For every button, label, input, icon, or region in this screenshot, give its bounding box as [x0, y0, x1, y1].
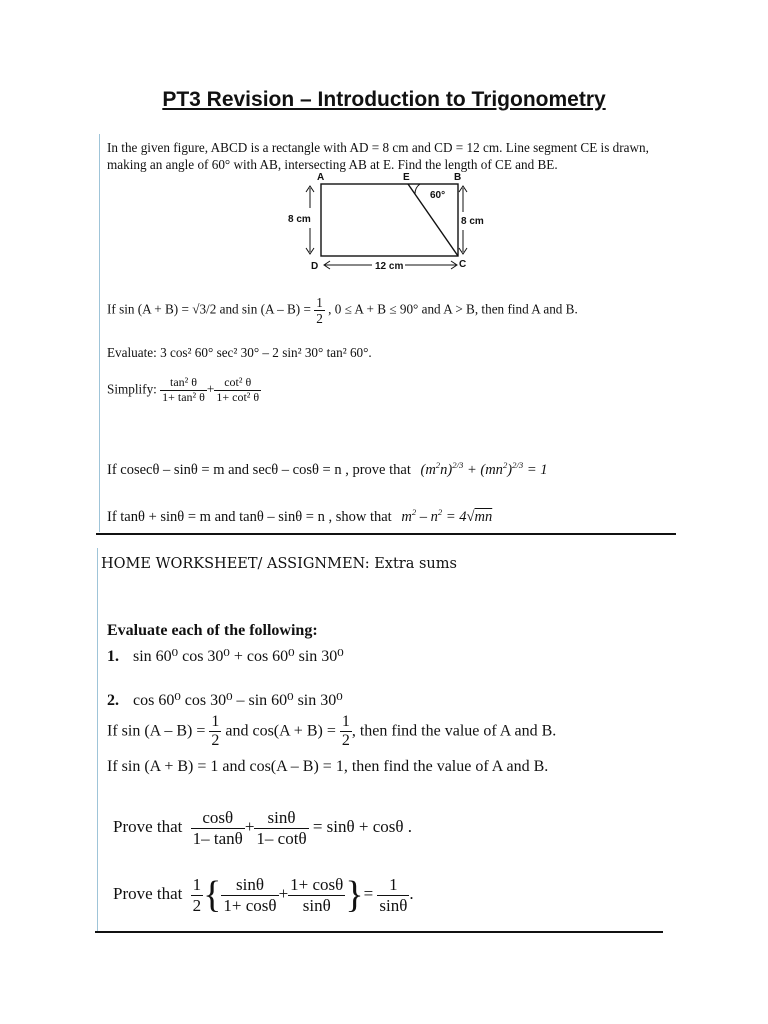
fraction-half-1: $\frac{1}{2}$ — [211, 713, 220, 750]
prove-label-1: Prove that — [113, 816, 183, 836]
question-prove-2 — [113, 875, 414, 915]
evaluate-item-2 — [107, 690, 343, 710]
plus-sign: + — [278, 883, 289, 903]
fraction-1-over-sin: $\frac{1}{\sin\theta}$ — [379, 875, 408, 915]
item1-number: 1. — [107, 648, 119, 665]
fraction-sin-over-1-cot: $\frac{\sin\theta}{1- \cot\theta}$ — [256, 808, 307, 848]
label-c: C — [459, 259, 467, 270]
item2-number: 2. — [107, 692, 119, 709]
section1-left-border — [99, 134, 100, 532]
question-prove-1 — [113, 808, 412, 848]
right-brace: } — [345, 874, 364, 917]
prove-label-2: Prove that — [113, 883, 183, 903]
worksheet-header: HOME WORKSHEET/ ASSIGNMEN: Extra sums — [101, 556, 457, 572]
q6-expression: $m^2 - n^2 = 4√mn$ — [401, 507, 493, 525]
fraction-tan: $\frac{\text{tan² θ}}{\text{1+ tan² θ}}$ — [162, 375, 205, 404]
bottom-label: 12 cm — [375, 261, 404, 272]
question-tan-show — [107, 509, 492, 526]
q5-text: If cosecθ – sinθ = m and secθ – cosθ = n , prove that — [107, 462, 411, 478]
section2-bottom-rule — [95, 931, 663, 933]
label-e: E — [403, 172, 410, 183]
fraction-1-cos-over-sin: $\frac{1+ \cos\theta}{\sin\theta}$ — [290, 875, 344, 915]
q6-text: If tanθ + sinθ = m and tanθ – sinθ = n , show that — [107, 509, 392, 525]
evaluate-heading: Evaluate each of the following: — [107, 622, 318, 639]
equals-sign: = — [363, 883, 374, 903]
angle-arc — [415, 184, 420, 194]
question-cosec-prove — [107, 462, 548, 479]
fraction-one-half: $\frac{1}{2}$ — [316, 295, 323, 327]
question-simplify — [107, 376, 261, 405]
side-right-label: 8 cm — [461, 216, 484, 227]
s2q3-post: , then find the value of A and B. — [351, 722, 557, 740]
q5-expression: $(m^2n)^{2/3} + (mn^2)^{2/3} = 1$ — [420, 460, 548, 478]
s2q3-mid: and cos(A + B) = — [225, 722, 336, 740]
end-period: . — [409, 883, 414, 903]
section2-left-border — [97, 548, 98, 932]
item2-expression: cos 60⁰ cos 30⁰ – sin 60⁰ sin 30⁰ — [133, 692, 343, 709]
rectangle-figure — [280, 170, 500, 275]
side-left-label: 8 cm — [288, 214, 311, 225]
question-rectangle: In the given figure, ABCD is a rectangle with AD = 8 cm and CD = 12 cm. Line segment CE is drawn, making an angle of 60° with AB, intersecting AB at E. Find the length of CE and BE. — [107, 140, 649, 172]
page-title: PT3 Revision – Introduction to Trigonometry — [162, 88, 606, 111]
simplify-label: Simplify: — [107, 381, 157, 397]
plus-sign: + — [206, 381, 215, 397]
q2-post: , 0 ≤ A + B ≤ 90° and A > B, then find A and B. — [328, 301, 578, 317]
fraction-cot: $\frac{\text{cot² θ}}{\text{1+ cot² θ}}$ — [216, 375, 260, 404]
s2q3-pre: If sin (A – B) = — [107, 722, 206, 740]
question-sin-a-plus-b-equals-1: If sin (A + B) = 1 and cos(A – B) = 1, then find the value of A and B. — [107, 758, 549, 775]
prove-1-rhs: = sinθ + cosθ . — [312, 816, 413, 836]
question-sin-a-minus-b — [107, 713, 556, 751]
fraction-half-2: $\frac{1}{2}$ — [341, 713, 350, 750]
fraction-sin-over-1-cos: $\frac{\sin\theta}{1+ \cos\theta}$ — [223, 875, 277, 915]
item1-expression: sin 60⁰ cos 30⁰ + cos 60⁰ sin 30⁰ — [133, 648, 344, 665]
fraction-cos-over-1-tan: $\frac{\cos\theta}{1- \tan\theta}$ — [192, 808, 243, 848]
question-evaluate: Evaluate: 3 cos² 60° sec² 30° – 2 sin² 30° tan² 60°. — [107, 345, 372, 360]
fraction-half: $\frac{1}{2}$ — [192, 875, 202, 915]
label-d: D — [311, 261, 319, 272]
question-sin-a-plus-b — [107, 295, 578, 326]
q2-pre: If sin (A + B) = √3/2 and sin (A – B) = — [107, 301, 311, 317]
evaluate-item-1 — [107, 646, 344, 666]
plus-sign: + — [244, 816, 255, 836]
label-a: A — [317, 172, 325, 183]
angle-label: 60° — [430, 190, 446, 201]
label-b: B — [454, 172, 462, 183]
section1-bottom-rule — [96, 533, 676, 535]
left-brace: { — [203, 874, 222, 917]
